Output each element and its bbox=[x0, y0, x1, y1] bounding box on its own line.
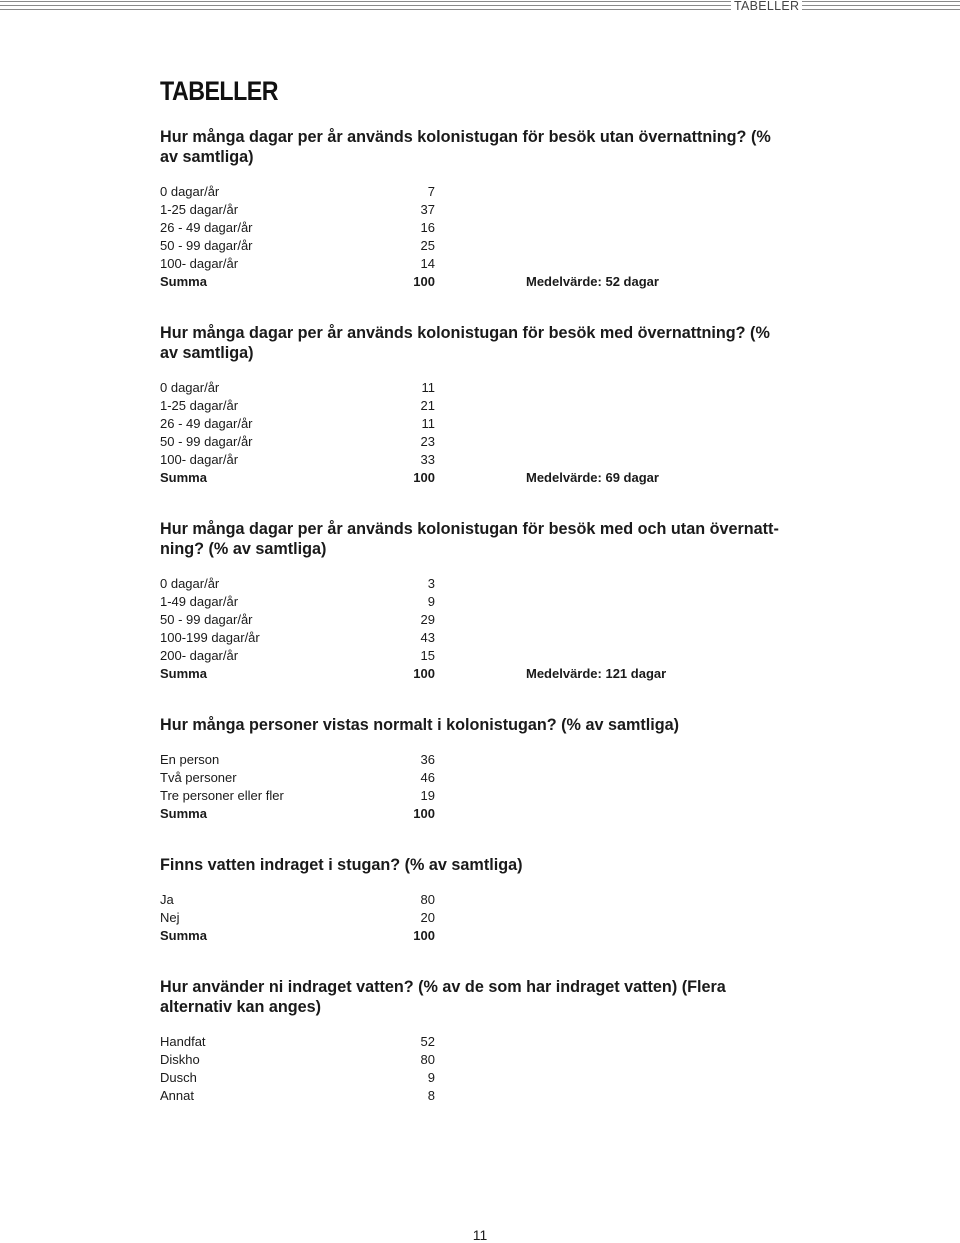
row-label: Annat bbox=[160, 1088, 194, 1103]
table-persons-in-cottage bbox=[160, 715, 800, 823]
total-value: 100 bbox=[413, 666, 435, 681]
total-row bbox=[160, 805, 800, 823]
row-value: 7 bbox=[427, 184, 435, 199]
table-row bbox=[160, 379, 800, 397]
answer-list bbox=[160, 183, 800, 291]
row-label: 100-199 dagar/år bbox=[160, 630, 260, 645]
row-value: 19 bbox=[420, 788, 435, 803]
question-heading: Hur många dagar per år används kolonistugan för besök med övernattning? (% av samtliga) bbox=[160, 324, 770, 362]
total-row bbox=[160, 469, 800, 487]
row-value: 25 bbox=[420, 238, 435, 253]
row-value: 46 bbox=[420, 770, 435, 785]
table-row bbox=[160, 647, 800, 665]
total-label: Summa bbox=[160, 470, 207, 485]
table-row bbox=[160, 1051, 800, 1069]
row-label: 26 - 49 dagar/år bbox=[160, 220, 253, 235]
row-label: 50 - 99 dagar/år bbox=[160, 238, 253, 253]
total-row bbox=[160, 665, 800, 683]
row-value: 16 bbox=[420, 220, 435, 235]
total-value: 100 bbox=[413, 274, 435, 289]
row-label: 200- dagar/år bbox=[160, 648, 239, 663]
row-label: 1-49 dagar/år bbox=[160, 594, 239, 609]
row-value: 20 bbox=[420, 910, 435, 925]
row-value: 9 bbox=[427, 1070, 435, 1085]
total-label: Summa bbox=[160, 928, 207, 943]
table-row bbox=[160, 451, 800, 469]
table-row bbox=[160, 237, 800, 255]
row-value: 14 bbox=[420, 256, 435, 271]
row-value: 43 bbox=[420, 630, 435, 645]
row-label: 100- dagar/år bbox=[160, 452, 239, 467]
row-value: 52 bbox=[420, 1034, 435, 1049]
row-value: 9 bbox=[427, 594, 435, 609]
table-row bbox=[160, 891, 800, 909]
table-days-with-and-without-overnight bbox=[160, 519, 800, 683]
mean-value: Medelvärde: 121 dagar bbox=[526, 666, 667, 681]
total-row bbox=[160, 927, 800, 945]
row-label: Nej bbox=[160, 910, 180, 925]
row-label: Ja bbox=[160, 892, 174, 907]
total-value: 100 bbox=[413, 928, 435, 943]
row-label: Två personer bbox=[160, 770, 237, 785]
row-value: 80 bbox=[420, 892, 435, 907]
row-label: 26 - 49 dagar/år bbox=[160, 416, 253, 431]
row-value: 11 bbox=[421, 380, 435, 395]
page-title: TABELLER bbox=[160, 76, 278, 106]
table-row bbox=[160, 629, 800, 647]
table-row bbox=[160, 1069, 800, 1087]
row-value: 21 bbox=[420, 398, 435, 413]
row-value: 8 bbox=[427, 1088, 435, 1103]
row-value: 80 bbox=[420, 1052, 435, 1067]
row-label: En person bbox=[160, 752, 220, 767]
row-label: 50 - 99 dagar/år bbox=[160, 434, 253, 449]
row-label: 1-25 dagar/år bbox=[160, 202, 239, 217]
total-value: 100 bbox=[413, 470, 435, 485]
running-header-rule bbox=[0, 1, 960, 10]
row-label: Diskho bbox=[160, 1052, 200, 1067]
table-row bbox=[160, 255, 800, 273]
running-header-label: TABELLER bbox=[731, 0, 802, 13]
table-row bbox=[160, 787, 800, 805]
table-row bbox=[160, 611, 800, 629]
row-label: 50 - 99 dagar/år bbox=[160, 612, 253, 627]
total-value: 100 bbox=[413, 806, 435, 821]
table-row bbox=[160, 415, 800, 433]
question-heading: Hur använder ni indraget vatten? (% av de som har indraget vatten) (Flera alternativ kan anges) bbox=[160, 978, 726, 1016]
row-value: 29 bbox=[420, 612, 435, 627]
mean-value: Medelvärde: 69 dagar bbox=[526, 470, 659, 485]
table-water-usage bbox=[160, 977, 800, 1105]
table-row bbox=[160, 909, 800, 927]
answer-list bbox=[160, 575, 800, 683]
total-label: Summa bbox=[160, 666, 207, 681]
row-value: 33 bbox=[420, 452, 435, 467]
row-label: 0 dagar/år bbox=[160, 380, 220, 395]
answer-list bbox=[160, 379, 800, 487]
page-number: 11 bbox=[472, 1227, 488, 1243]
answer-list bbox=[160, 891, 800, 945]
table-row bbox=[160, 575, 800, 593]
row-label: 0 dagar/år bbox=[160, 184, 220, 199]
question-heading: Finns vatten indraget i stugan? (% av samtliga) bbox=[160, 856, 523, 874]
question-heading: Hur många personer vistas normalt i kolonistugan? (% av samtliga) bbox=[160, 716, 680, 734]
row-value: 37 bbox=[420, 202, 435, 217]
row-label: 100- dagar/år bbox=[160, 256, 239, 271]
row-value: 3 bbox=[427, 576, 435, 591]
row-value: 36 bbox=[420, 752, 435, 767]
row-label: 0 dagar/år bbox=[160, 576, 220, 591]
total-label: Summa bbox=[160, 274, 207, 289]
total-label: Summa bbox=[160, 806, 207, 821]
table-row bbox=[160, 433, 800, 451]
answer-list bbox=[160, 751, 800, 823]
row-label: Tre personer eller fler bbox=[160, 788, 284, 803]
table-row bbox=[160, 219, 800, 237]
table-row bbox=[160, 1033, 800, 1051]
row-label: 1-25 dagar/år bbox=[160, 398, 239, 413]
table-days-without-overnight bbox=[160, 127, 800, 291]
row-value: 23 bbox=[420, 434, 435, 449]
tables-content bbox=[160, 127, 800, 1121]
table-water-installed bbox=[160, 855, 800, 945]
answer-list bbox=[160, 1033, 800, 1105]
table-row bbox=[160, 593, 800, 611]
row-label: Dusch bbox=[160, 1070, 197, 1085]
table-row bbox=[160, 1087, 800, 1105]
table-row bbox=[160, 751, 800, 769]
row-value: 11 bbox=[421, 416, 435, 431]
row-value: 15 bbox=[420, 648, 435, 663]
question-heading: Hur många dagar per år används kolonistugan för besök utan övernattning? (% av samtliga) bbox=[160, 128, 771, 166]
mean-value: Medelvärde: 52 dagar bbox=[526, 274, 659, 289]
table-days-with-overnight bbox=[160, 323, 800, 487]
running-header bbox=[0, 0, 960, 14]
question-heading: Hur många dagar per år används kolonistugan för besök med och utan övernatt-ning? (% av samtliga) bbox=[160, 520, 779, 558]
table-row bbox=[160, 397, 800, 415]
total-row bbox=[160, 273, 800, 291]
table-row bbox=[160, 183, 800, 201]
table-row bbox=[160, 769, 800, 787]
table-row bbox=[160, 201, 800, 219]
row-label: Handfat bbox=[160, 1034, 206, 1049]
